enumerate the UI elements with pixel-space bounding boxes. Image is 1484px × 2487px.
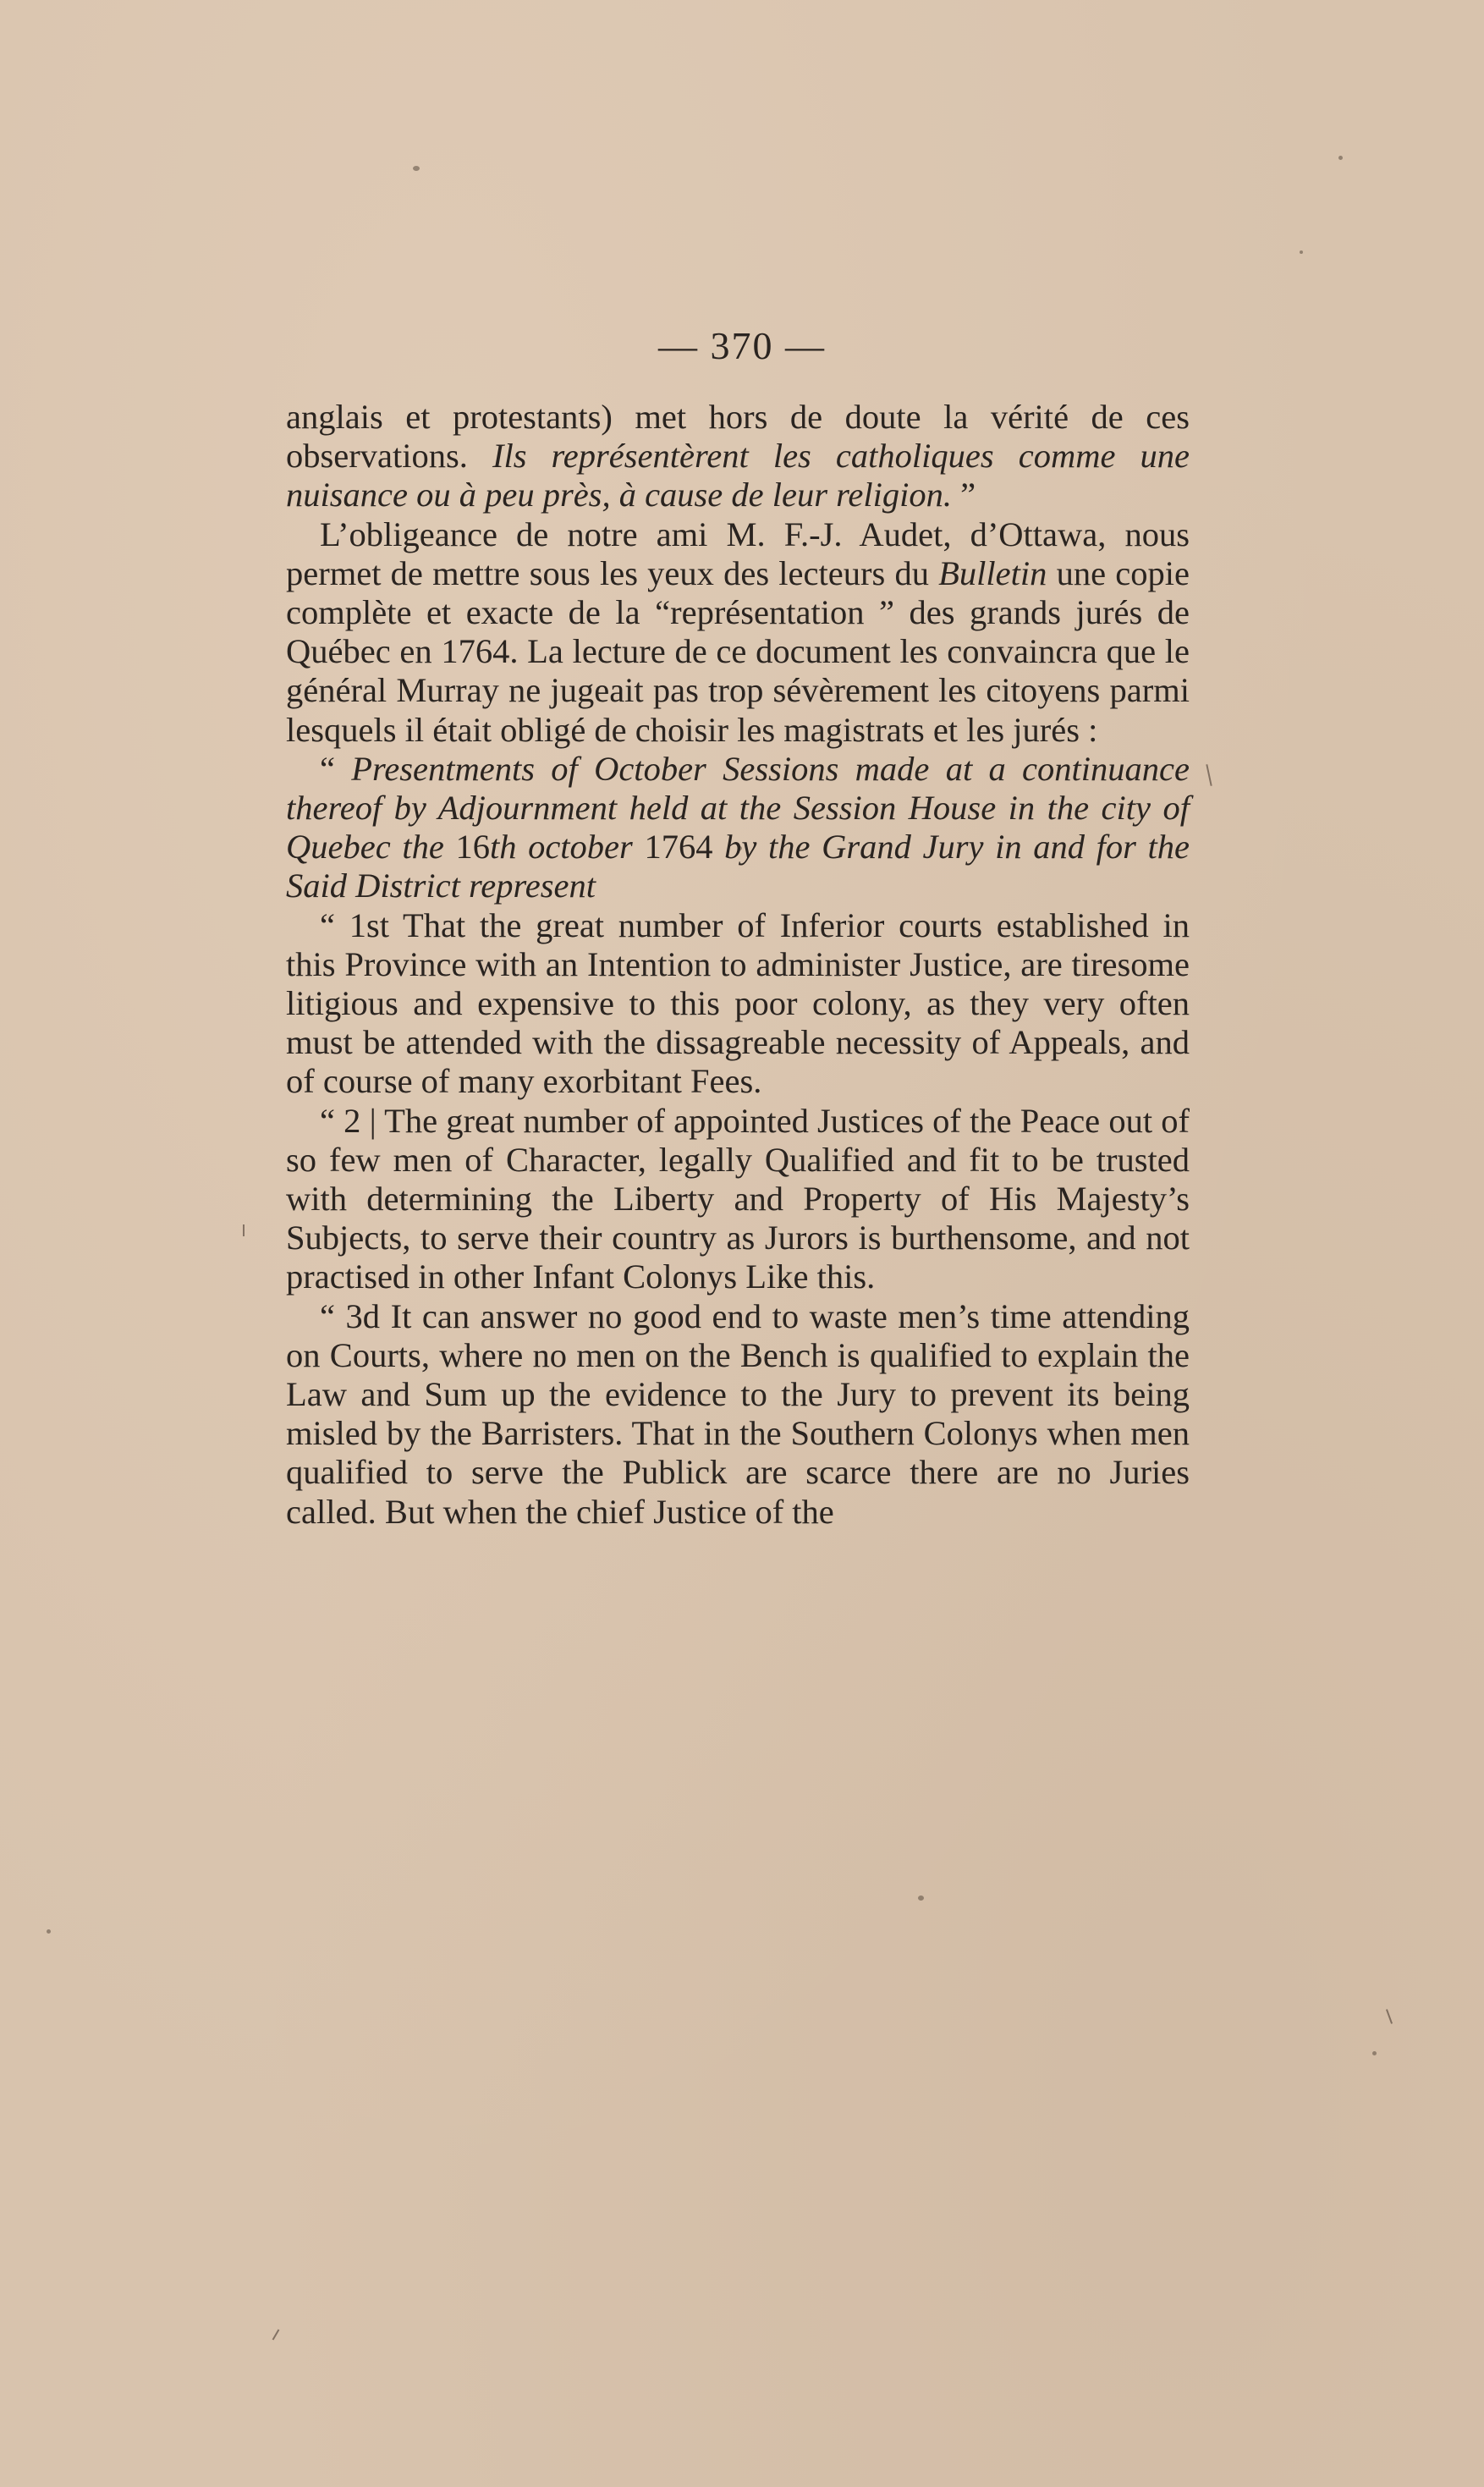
italic-text: Bulletin [938, 553, 1047, 592]
text-run: une copie complète et exacte de la “représentation ” des grands jurés de Québec en 1764. La lecture de ce document les convaincra que le général Murray ne jugeait pas trop sévèrement les citoyens parmi lesquels il était obligé de choisir les magistrats et les jurés : [286, 553, 1190, 749]
text-run: ” [951, 476, 976, 514]
paper-speck [413, 166, 420, 171]
text-run: L’obligeance de notre ami M. F.-J. Audet, d’Ottawa, nous permet de mettre sous les yeux des lecteurs du [286, 514, 1190, 592]
paper-speck [918, 1896, 924, 1901]
italic-text: Presentments of October Sessions made at a continuance thereof by Adjournment held at the Session House in the city of Quebec the [286, 749, 1190, 867]
page-number: — 370 — [658, 324, 826, 367]
text-run: “ 2 | The great number of appointed Justices of the Peace out of so few men of Character, legally Qualified and fit to be trusted with determining the Liberty and Property of His Majesty’s Subjects, to serve their country as Jurors is burthensome, and not practised in other Infant Colonys Like this. [286, 1101, 1190, 1296]
text-run: “ 3d It can answer no good end to waste men’s time attending on Courts, where no men on the Bench is qualified to explain the Law and Sum up the evidence to the Jury to prevent its being misled by the Barristers. That in the Southern Colonys when men qualified to serve the Publick are scarce there are no Juries called. But when the chief Justice of the [286, 1296, 1190, 1531]
text-run: 16 [455, 828, 490, 867]
body-text [286, 398, 1190, 1532]
paragraph [286, 1297, 1190, 1532]
paragraph [286, 750, 1190, 906]
italic-text: by the Grand Jury in and for the Said District represent [286, 828, 1190, 905]
paper-speck [1300, 250, 1303, 254]
paper-speck [1372, 2051, 1377, 2055]
italic-text: Ils représentèrent les catholiques comme une nuisance ou à peu près, à cause de leur religion. [286, 437, 1190, 514]
paragraph [286, 906, 1190, 1102]
italic-text: th october [489, 828, 645, 867]
paragraph [286, 398, 1190, 515]
paper-speck [1338, 156, 1343, 160]
paper-mark [243, 1224, 245, 1236]
text-run: “ 1st That the great number of Inferior courts established in this Province with an Intention to administer Justice, are tiresome litigious and expensive to this poor colony, as they very often must be attended with the dissagreable necessity of Appeals, and of course of many exorbitant Fees. [286, 905, 1190, 1101]
paragraph [286, 1102, 1190, 1297]
paragraph [286, 515, 1190, 750]
paper-speck [47, 1929, 51, 1934]
text-run: 1764 [644, 828, 713, 867]
text-run: anglais et protestants) met hors de doute la vérité de ces observations. [286, 398, 1190, 476]
text-run: “ [320, 749, 352, 788]
